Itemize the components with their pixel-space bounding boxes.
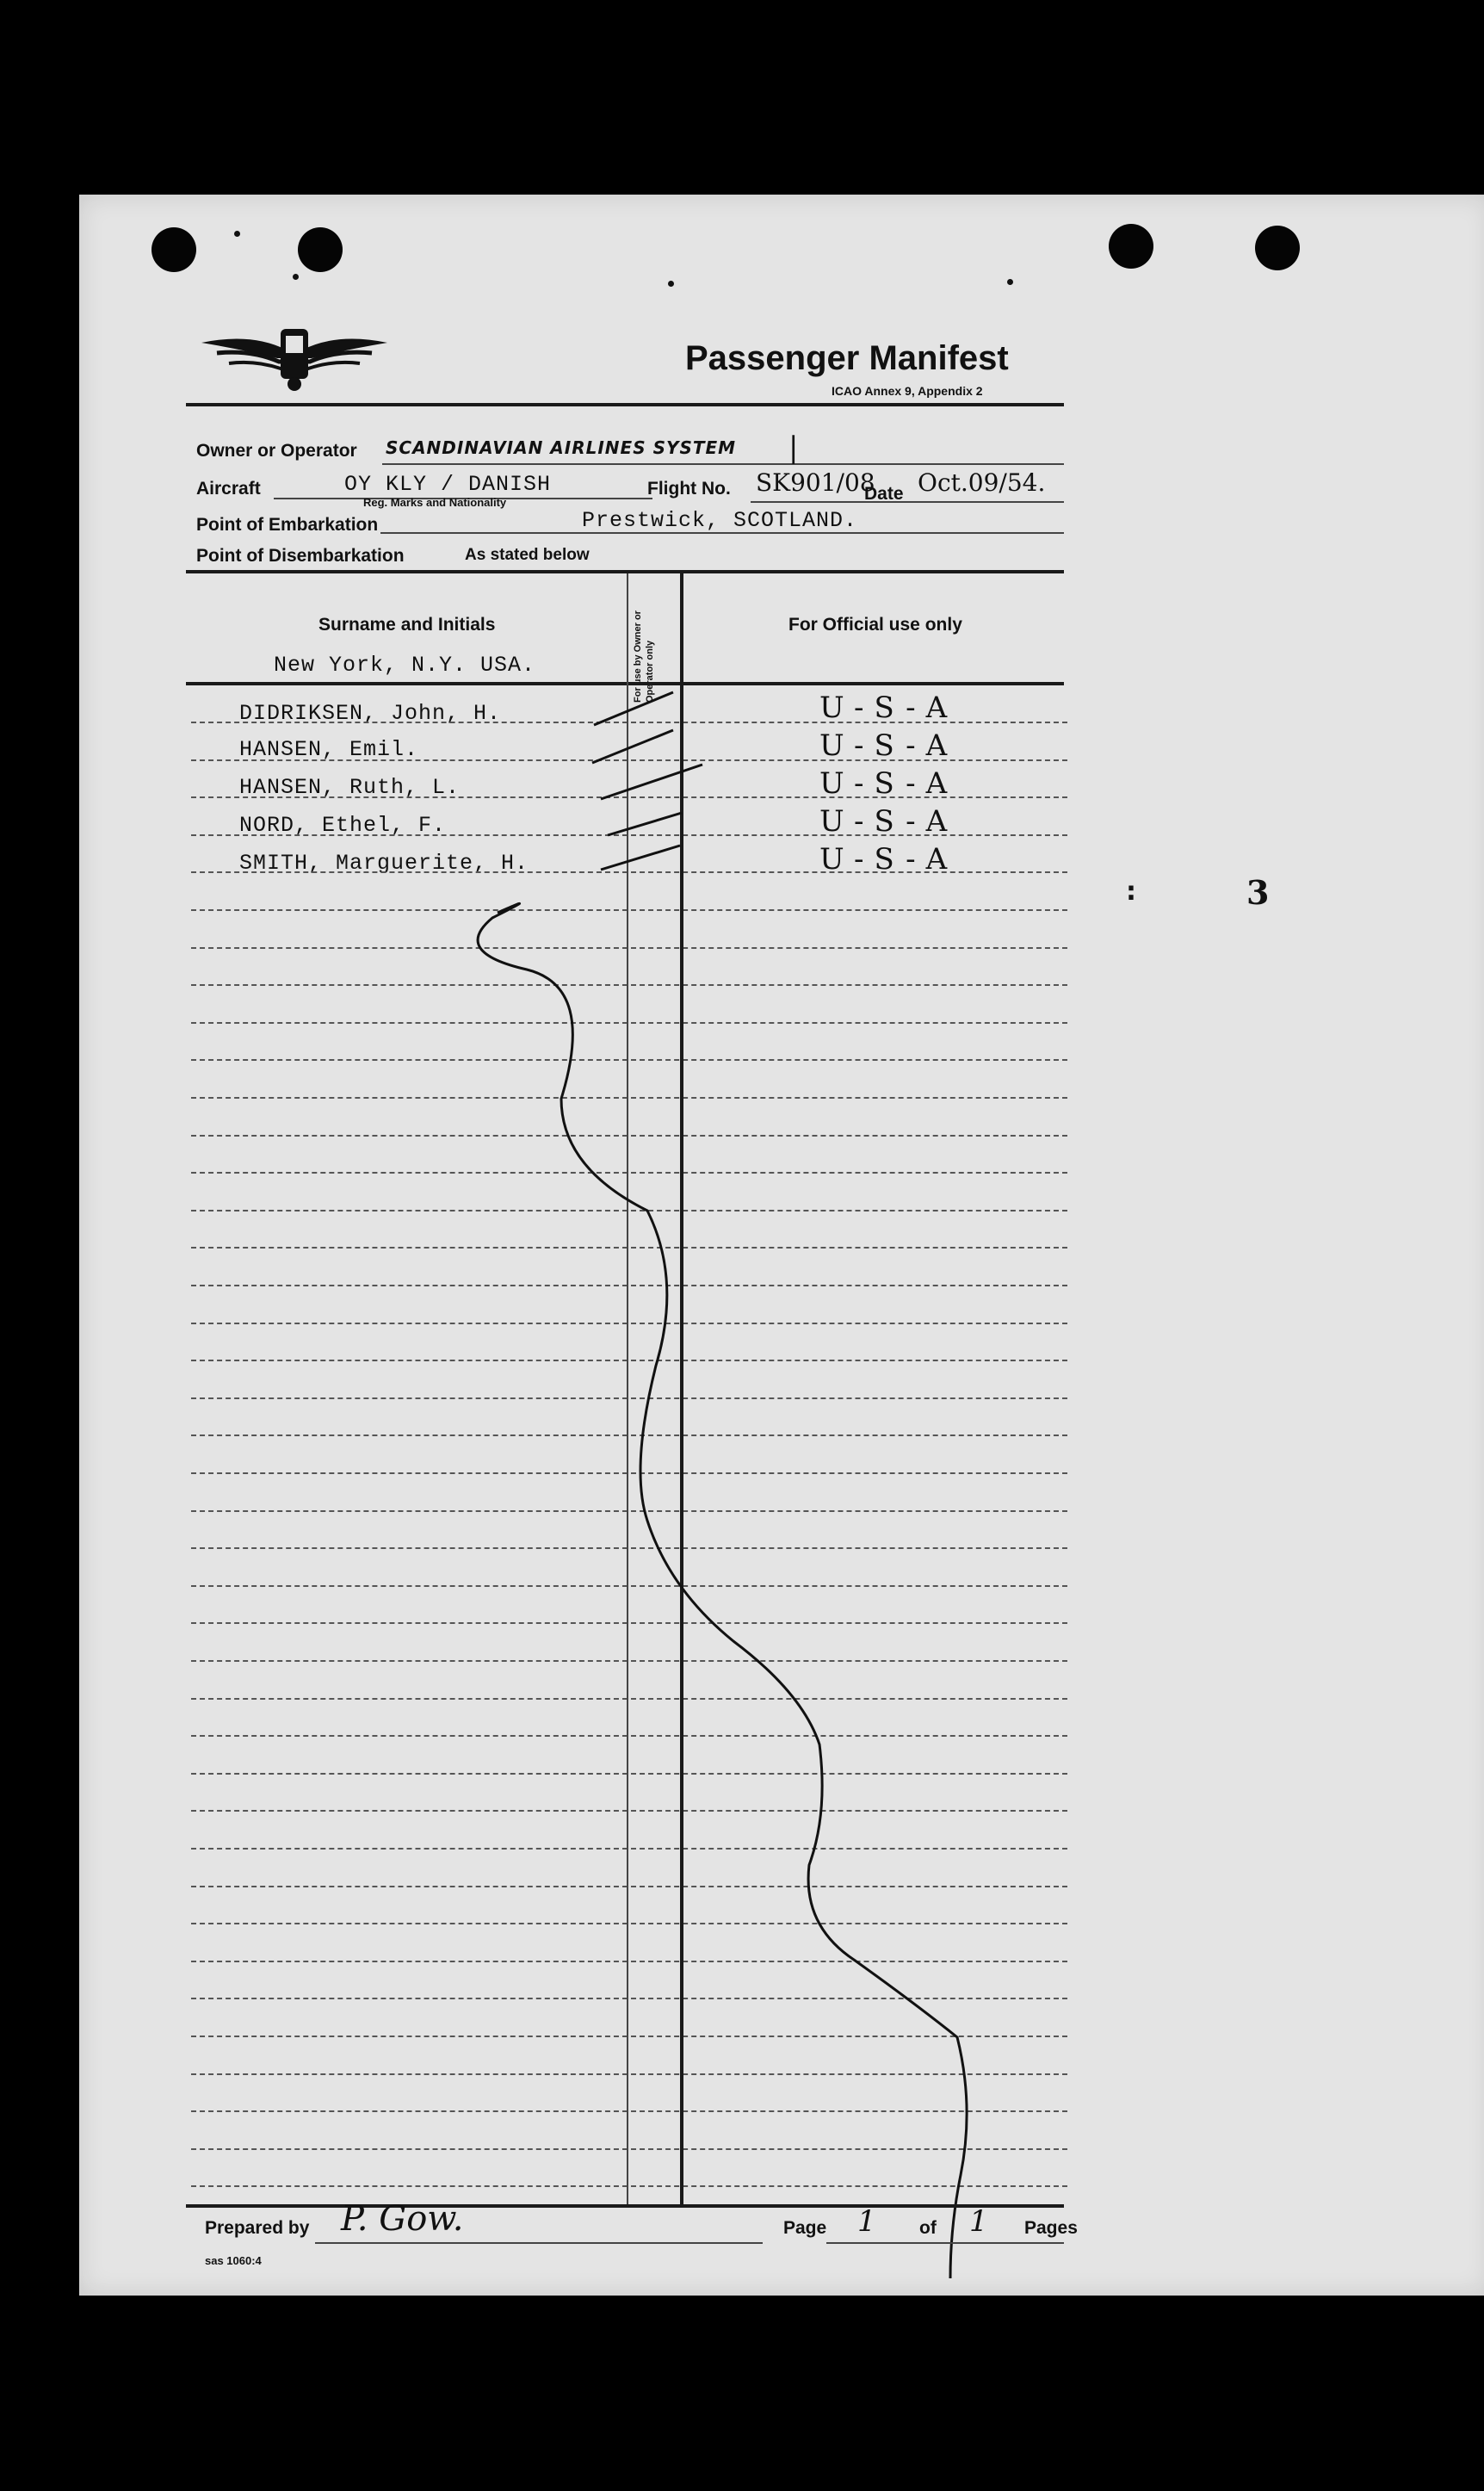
passenger-official: U-S-A: [819, 804, 958, 839]
disembark-label: Point of Disembarkation: [196, 546, 405, 566]
passenger-name: HANSEN, Ruth, L.: [239, 775, 461, 800]
owner-label: Owner or Operator: [196, 441, 357, 461]
prepared-signature: P. Gow.: [341, 2199, 464, 2239]
passenger-name: DIDRIKSEN, John, H.: [239, 701, 502, 726]
margin-tick: :: [1126, 877, 1136, 907]
flight-label: Flight No.: [647, 479, 731, 499]
aircraft-label: Aircraft: [196, 479, 261, 499]
passenger-name: NORD, Ethel, F.: [239, 813, 447, 838]
passenger-official: U-S-A: [819, 842, 958, 877]
manifest-sheet: [79, 195, 1484, 2296]
page-label: Page: [783, 2218, 827, 2238]
date-label: Date: [864, 484, 904, 504]
reg-note: Reg. Marks and Nationality: [363, 496, 507, 509]
owner-mark: |: [788, 431, 799, 465]
passenger-official: U-S-A: [819, 766, 958, 801]
embark-label: Point of Embarkation: [196, 515, 379, 535]
owner-value: SCANDINAVIAN AIRLINES SYSTEM: [386, 437, 737, 458]
table-bottom-rule: [186, 2204, 1064, 2208]
form-title: Passenger Manifest: [685, 339, 1009, 377]
form-code: sas 1060:4: [205, 2254, 262, 2267]
form-subtitle: ICAO Annex 9, Appendix 2: [832, 384, 983, 398]
destination-value: New York, N.Y. USA.: [274, 653, 536, 678]
page-rule: [826, 2242, 1064, 2244]
page-value: 1: [857, 2204, 876, 2239]
prepared-rule: [315, 2242, 763, 2244]
of-label: of: [919, 2218, 937, 2238]
of-value: 1: [969, 2204, 988, 2239]
aircraft-value: OY KLY / DANISH: [344, 472, 552, 497]
margin-note: 3: [1246, 873, 1270, 912]
passenger-name: SMITH, Marguerite, H.: [239, 851, 529, 876]
embark-value: Prestwick, SCOTLAND.: [582, 508, 858, 533]
handwritten-strikeout: [79, 195, 1484, 2296]
prepared-label: Prepared by: [205, 2218, 310, 2238]
surname-header: Surname and Initials: [318, 615, 496, 635]
passenger-name: HANSEN, Emil.: [239, 737, 419, 762]
pages-label: Pages: [1024, 2218, 1078, 2238]
passenger-official: U-S-A: [819, 691, 958, 725]
passenger-official: U-S-A: [819, 728, 958, 763]
owner-use-header: For use by Owner or Operator only: [633, 610, 655, 703]
disembark-value: As stated below: [465, 546, 590, 564]
flight-value: SK901/08: [756, 468, 875, 497]
date-value: Oct.09/54.: [918, 468, 1046, 497]
official-header: For Official use only: [788, 615, 962, 635]
